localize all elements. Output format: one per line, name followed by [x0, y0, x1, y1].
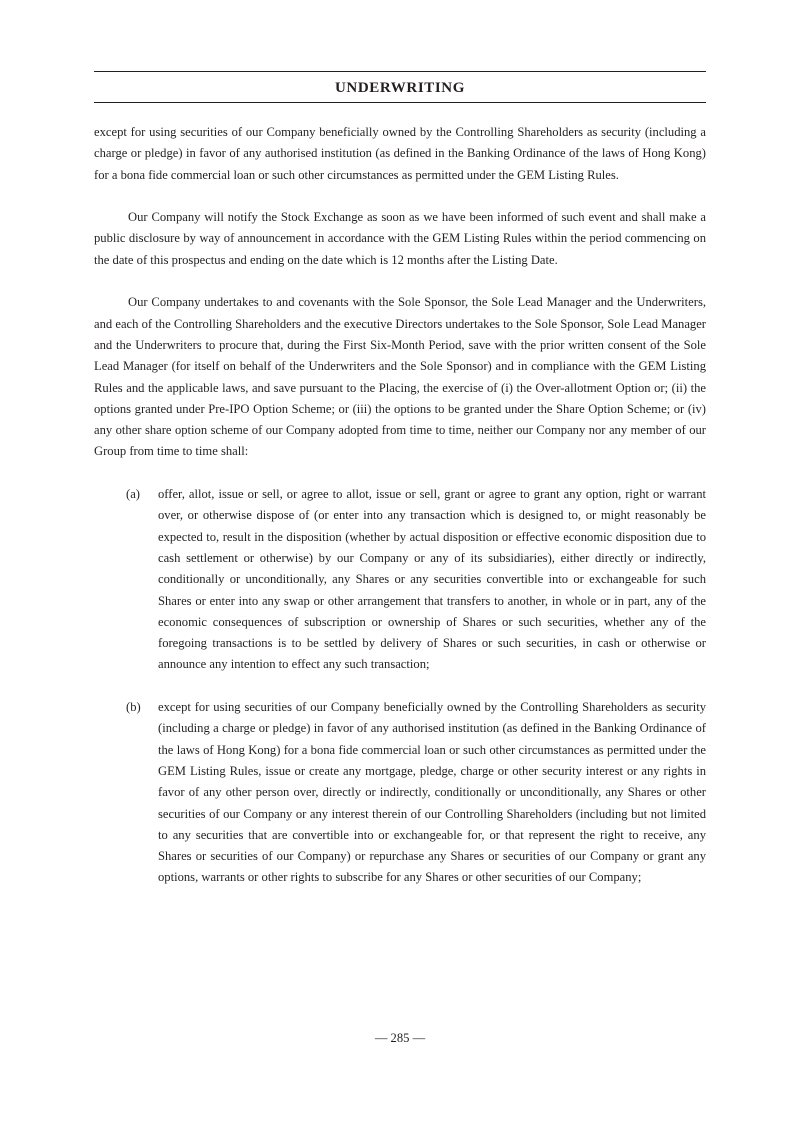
list-item-a — [94, 484, 706, 676]
paragraph-continuation: except for using securities of our Company beneficially owned by the Controlling Shareholders as security (including a charge or pledge) in favor of any authorised institution (as defined in the Banking Ordinance of the laws of Hong Kong) for a bona fide commercial loan or such other circumstances as permitted under the GEM Listing Rules. — [94, 125, 706, 182]
list-item-b — [94, 697, 706, 889]
list-item-label: (b) — [126, 700, 141, 715]
paragraph-undertaking: Our Company undertakes to and covenants with the Sole Sponsor, the Sole Lead Manager and the Underwriters, and each of the Controlling Shareholders and the executive Directors undertakes to the Sole Sponsor, Sole Lead Manager and the Underwriters to procure that, during the First Six-Month Period, save with the prior written consent of the Sole Lead Manager (for itself on behalf of the Underwriters and the Sole Sponsor) and in compliance with the GEM Listing Rules and the applicable laws, and save pursuant to the Placing, the exercise of (i) the Over-allotment Option or; (ii) the options granted under Pre-IPO Option Scheme; or (iii) the options to be granted under the Share Option Scheme; or (iv) any other share option scheme of our Company adopted from time to time, neither our Company nor any member of our Group from time to time shall: — [94, 295, 706, 459]
list-item-label: (a) — [126, 487, 140, 502]
paragraph-notification: Our Company will notify the Stock Exchange as soon as we have been informed of such event and shall make a public disclosure by way of announcement in accordance with the GEM Listing Rules within the period commencing on the date of this prospectus and ending on the date which is 12 months after the Listing Date. — [94, 210, 706, 267]
page-header — [94, 71, 706, 103]
list-item-text: except for using securities of our Company beneficially owned by the Controlling Shareholders as security (including a charge or pledge) in favor of any authorised institution (as defined in the Banking Ordinance of the laws of Hong Kong) for a bona fide commercial loan or such other circumstances as permitted under the GEM Listing Rules, issue or create any mortgage, pledge, charge or other security interest or any rights in favor of any other person over, directly or indirectly, conditionally or unconditionally, any Shares or other securities of our Company or any interest therein of our Controlling Shareholders (including but not limited to any securities that are convertible into or exchangeable for, or that represent the right to receive, any Shares or securities of our Company) or repurchase any Shares or securities of our Company or grant any options, warrants or other rights to subscribe for any Shares or other securities of our Company; — [158, 700, 706, 885]
document-body — [94, 122, 706, 910]
section-title: UNDERWRITING — [334, 80, 466, 96]
list-item-text: offer, allot, issue or sell, or agree to allot, issue or sell, grant or agree to grant any option, right or warrant over, or otherwise dispose of (or enter into any transaction which is designed to, or might reasonably be expected to, result in the disposition (whether by actual disposition or effective economic disposition due to cash settlement or otherwise) by our Company or any of its subsidiaries), either directly or indirectly, conditionally or unconditionally, any Shares or any securities convertible into or exchangeable for such Shares or enter into any swap or other arrangement that transfers to another, in whole or in part, any of the economic consequences of subscription or ownership of Shares or such securities, whether any of the foregoing transactions is to be settled by delivery of Shares or such securities, in cash or otherwise or announce any intention to effect any such transaction; — [158, 487, 706, 672]
page-number: — 285 — — [374, 1031, 426, 1045]
